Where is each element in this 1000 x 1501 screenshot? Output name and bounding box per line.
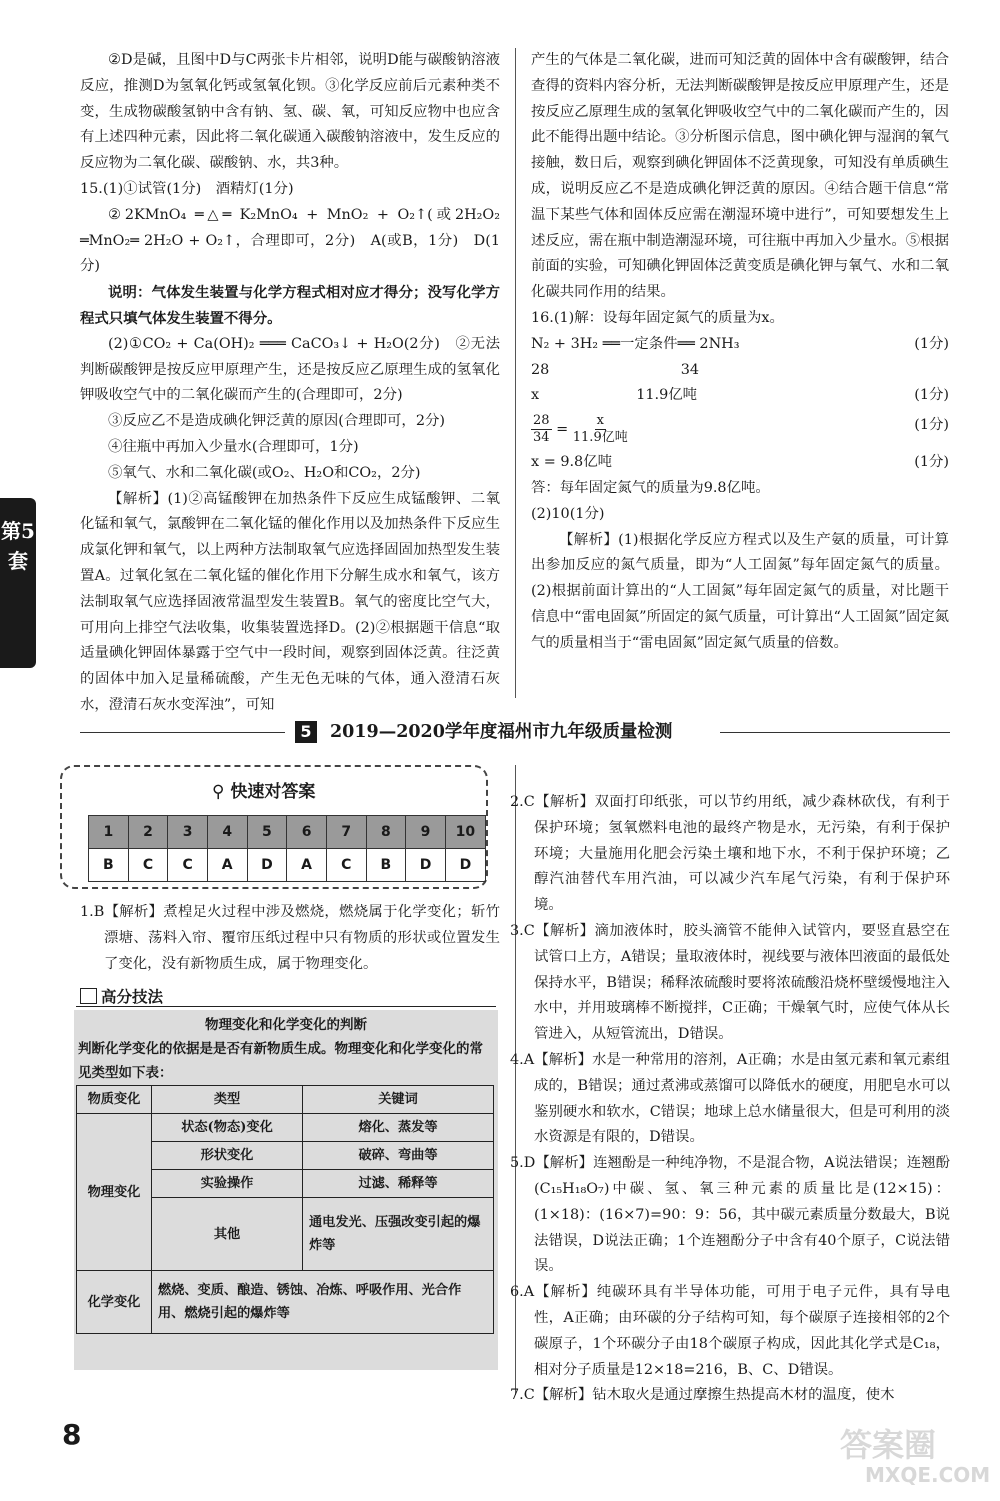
score: (1分)	[914, 335, 949, 352]
ratio: $\frac{28}{34}$ = $\frac{x}{\text{11.9亿吨}}$	[533, 413, 628, 446]
table-row: 形状变化 破碎、弯曲等	[77, 1142, 494, 1170]
eq-row-2	[531, 358, 949, 384]
search-icon: ⚲	[212, 782, 225, 802]
q15-note: 说明：气体发生装置与化学方程式相对应才得分；没写化学方程式只填气体发生装置不得分。	[80, 284, 500, 327]
para-d-analysis: ②D是碱，且图中D与C两张卡片相邻，说明D能与碳酸钠溶液反应，推测D为氢氧化钙或氢氧化钡。③化学反应前后元素种类不变，生成物碳酸氢钠中含有钠、氢、碳、氧，可知反应物中也应含有上述四种元素，因此将二氧化碳通入碳酸钠溶液中，发生反应的反应物为二氧化碳、碳酸钠、水，共3种。	[80, 52, 500, 172]
watermark-url: MXQE.COM	[865, 1463, 991, 1487]
eq-row-3	[531, 383, 949, 409]
q15-item5: ⑤氧气、水和二氧化碳(或O₂、H₂O和CO₂，2分)	[108, 464, 421, 481]
tips-heading: 高分技法	[80, 985, 163, 1007]
left-top-column	[80, 48, 500, 719]
section-line-left	[80, 732, 285, 733]
checkbox-icon	[80, 988, 97, 1004]
column-divider-top	[515, 48, 516, 698]
q6-answer: 6.A【解析】纯碳环具有半导体功能，可用于电子元件，具有导电性，A正确；由环碳的分子结构可知，每个碳原子连接相邻的2个碳原子，1个环碳分子由18个碳原子构成，因此其化学式是C₁₈，相对分子质量是12×18=216，B、C、D错误。	[510, 1284, 950, 1378]
side-tab: 第5套	[0, 498, 36, 668]
table-header: 物质变化 类型 关键词	[77, 1086, 494, 1114]
q16-answer: 答：每年固定氮气的质量为9.8亿吨。	[531, 479, 770, 496]
table-row: 化学变化 燃烧、变质、酿造、锈蚀、冶炼、呼吸作用、光合作用、燃烧引起的爆炸等	[77, 1271, 494, 1334]
tips-title: 物理变化和化学变化的判断	[205, 1017, 367, 1033]
q4-answer: 4.A【解析】水是一种常用的溶剂，A正确；水是由氢元素和氧元素组成的，B错误；通过煮沸或蒸馏可以降低水的硬度，用肥皂水可以鉴别硬水和软水，C错误；地球上总水储量很大，但是可利用的淡水资源是有限的，D错误。	[510, 1051, 950, 1146]
score: (1分)	[914, 454, 949, 471]
score: (1分)	[914, 417, 949, 434]
q1-answer: 1.B【解析】煮楻足火过程中涉及燃烧，燃烧属于化学变化；斩竹漂塘、荡料入帘、覆帘压纸过程中只有物质的形状或位置发生了变化，没有新物质生成，属于物理变化。	[80, 904, 500, 972]
right-top-column	[531, 48, 949, 657]
mass-34: 34	[680, 361, 699, 378]
section-header	[80, 718, 950, 748]
q15-item4: ④往瓶中再加入少量水(合理即可，1分)	[108, 438, 359, 455]
answer-letters: B C C A D A C B D D	[89, 849, 486, 882]
eq-row-5	[531, 450, 949, 476]
answer-table	[88, 815, 486, 882]
q16-heading: 16.(1)解：设每年固定氮气的质量为x。	[531, 309, 784, 326]
eq-row-1	[531, 332, 949, 358]
x-result: x = 9.8亿吨	[531, 454, 612, 471]
table-row: 其他 通电发光、压强改变引起的爆炸等	[77, 1198, 494, 1271]
left-bottom-column	[80, 900, 500, 977]
change-type-table	[76, 1085, 494, 1334]
section-number: 5	[295, 721, 317, 743]
q15-analysis-cont: 产生的气体是二氧化碳，进而可知泛黄的固体中含有碳酸钾，结合查得的资料内容分析，无法判断碳酸钾是按反应甲原理产生，还是按反应乙原理生成的氢氧化钾吸收空气中的二氧化碳而产生的，因此不能得出题中结论。③分析图示信息，图中碘化钾与湿润的氧气接触，数日后，观察到碘化钾固体不泛黄现象，可知没有单质碘生成，说明反应乙不是造成碘化钾泛黄的原因。④结合题干信息“常温下某些气体和固体反应需在潮湿环境中进行”，可知要想发生上述反应，需在瓶中制造潮湿环境，可往瓶中再加入少量水。⑤根据前面的实验，可知碘化钾固体泛黄变质是碘化钾与氧气、水和二氧化碳共同作用的结果。	[531, 52, 949, 301]
page-number: 8	[62, 1418, 82, 1451]
q15-analysis: 【解析】(1)②高锰酸钾在加热条件下反应生成锰酸钾、二氧化锰和氧气，氯酸钾在二氧化锰的催化作用以及加热条件下反应生成氯化钾和氧气，以上两种方法制取氧气应选择固固加热型发生装置A。过氧化氢在二氧化锰的催化作用下分解生成水和氧气，该方法制取氧气应选择固液常温型发生装置B。氧气的密度比空气大，可用向上排空气法收集，收集装置选择D。(2)②根据题干信息“取适量碘化钾固体暴露于空气中一段时间，观察到固体泛黄。往泛黄的固体中加入足量稀硫酸，产生无色无味的气体，通入澄清石灰水，澄清石灰水变浑浊”，可知	[80, 490, 500, 713]
q2-answer: 2.C【解析】双面打印纸张，可以节约用纸，减少森林砍伐，有利于保护环境；氢氧燃料电池的最终产物是水，无污染，有利于保护环境；大量施用化肥会污染土壤和地下水，不利于保护环境；乙醇汽油替代车用汽油，可以减少汽车尾气污染，有利于保护环境。	[510, 794, 950, 914]
q15-equation: ②2KMnO₄ ═△═ K₂MnO₄ + MnO₂ + O₂↑(或2H₂O₂ ═MnO₂═ 2H₂O + O₂↑，合理即可，2分) A(或B，1分) D(1分)	[80, 206, 500, 275]
section-title: 2019—2020学年度福州市九年级质量检测	[330, 722, 673, 742]
q3-answer: 3.C【解析】滴加液体时，胶头滴管不能伸入试管内，要竖直悬空在试管口上方，A错误；量取液体时，视线要与液体凹液面的最低处保持水平，B错误；稀释浓硫酸时要将浓硫酸沿烧杯壁缓慢地注入水中，并用玻璃棒不断搅拌，C正确；干燥氧气时，应使气体从长管进入，从短管流出，D错误。	[510, 922, 950, 1043]
score: (1分)	[914, 387, 949, 404]
q15-item3: ③反应乙不是造成碘化钾泛黄的原因(合理即可，2分)	[108, 413, 445, 430]
mass-28: 28	[531, 361, 550, 378]
q15-part2: (2)①CO₂ + Ca(OH)₂ ═══ CaCO₃↓ + H₂O(2分) ②无法判断碳酸钾是按反应甲原理产生，还是按反应乙原理生成的氢氧化钾吸收空气中的二氧化碳而产生的(合理即可，2分)	[80, 335, 500, 404]
q7-answer: 7.C【解析】钻木取火是通过摩擦生热提高木材的温度，使木	[510, 1387, 895, 1404]
watermark: 答案圈	[840, 1426, 937, 1464]
tips-box	[74, 1010, 498, 1370]
right-bottom-column	[510, 790, 950, 1409]
tips-rule	[76, 1006, 496, 1007]
mass-119: 11.9亿吨	[636, 387, 698, 404]
table-row: 实验操作 过滤、稀释等	[77, 1170, 494, 1198]
table-row: 物理变化 状态(物态)变化 熔化、蒸发等	[77, 1114, 494, 1142]
eq-reaction: N₂ + 3H₂ ══一定条件══ 2NH₃	[531, 335, 740, 352]
quick-answers-box	[60, 765, 488, 889]
q16-analysis: 【解析】(1)根据化学反应方程式以及生产氨的质量，可计算出参加反应的氮气质量，即为“人工固氮”每年固定氮气的质量。(2)根据前面计算出的“人工固氮”每年固定氮气的质量，对比题干信息中“雷电固氮”所固定的氮气质量，可计算出“人工固氮”固定氮气的质量相当于“雷电固氮”固定氮气质量的倍数。	[531, 531, 949, 651]
q15-part1: 15.(1)①试管(1分) 酒精灯(1分)	[80, 180, 294, 197]
eq-row-4	[531, 413, 949, 446]
q5-answer: 5.D【解析】连翘酚是一种纯净物，不是混合物，A说法错误；连翘酚(C₁₅H₁₈O₇)中碳、氢、氧三种元素的质量比是(12×15)：(1×18)：(16×7)=90：9：56，其中碳元素质量分数最大，B说法错误，D说法正确；1个连翘酚分子中含有40个原子，C说法错误。	[510, 1155, 950, 1275]
section-line-right	[720, 732, 950, 733]
mass-x: x	[531, 387, 540, 404]
tips-intro: 判断化学变化的依据是是否有新物质生成。物理变化和化学变化的常见类型如下表：	[78, 1041, 483, 1081]
q16-part2: (2)10(1分)	[531, 505, 605, 522]
answer-numbers: 1 2 3 4 5 6 7 8 9 10	[89, 816, 486, 849]
quick-answers-title: ⚲ 快速对答案	[212, 782, 316, 802]
